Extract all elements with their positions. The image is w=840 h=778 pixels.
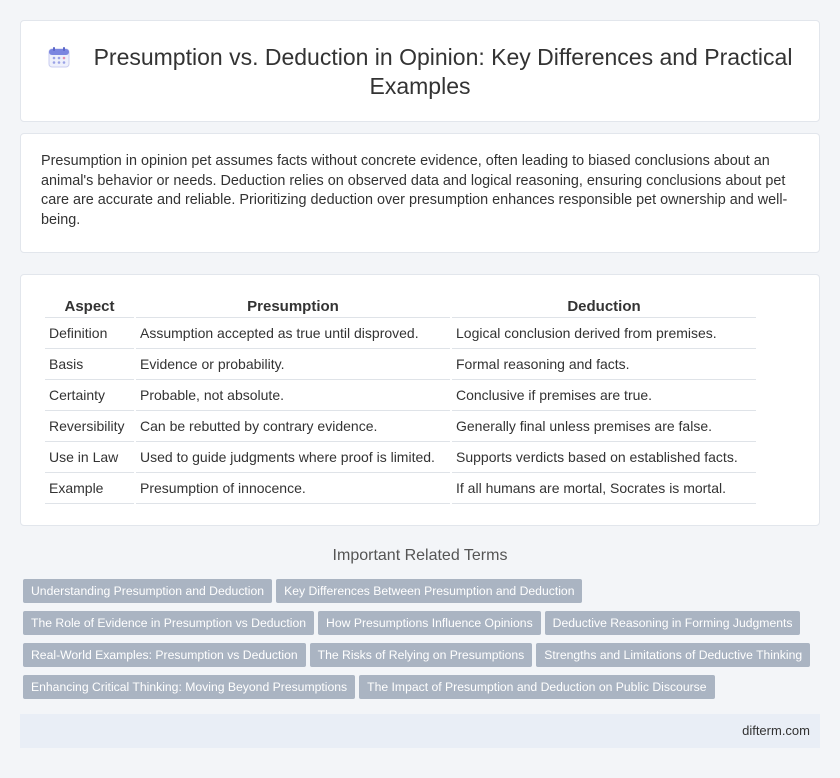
tag-row	[23, 579, 823, 611]
cell-presumption: Assumption accepted as true until disproved.	[136, 318, 450, 349]
cell-aspect: Definition	[45, 318, 134, 349]
comparison-table	[43, 296, 758, 504]
table-header-row	[45, 296, 756, 318]
table-row	[45, 349, 756, 380]
related-term-tag[interactable]: Strengths and Limitations of Deductive Thinking	[536, 643, 810, 667]
header-card	[20, 20, 820, 122]
header-presumption: Presumption	[136, 296, 450, 318]
table-row	[45, 411, 756, 442]
cell-aspect: Example	[45, 473, 134, 504]
table-row	[45, 473, 756, 504]
cell-presumption: Can be rebutted by contrary evidence.	[136, 411, 450, 442]
table-row	[45, 380, 756, 411]
cell-aspect: Basis	[45, 349, 134, 380]
cell-deduction: If all humans are mortal, Socrates is mortal.	[452, 473, 756, 504]
cell-aspect: Reversibility	[45, 411, 134, 442]
header-aspect: Aspect	[45, 296, 134, 318]
related-term-tag[interactable]: Deductive Reasoning in Forming Judgments	[545, 611, 801, 635]
cell-presumption: Presumption of innocence.	[136, 473, 450, 504]
cell-presumption: Evidence or probability.	[136, 349, 450, 380]
cell-presumption: Probable, not absolute.	[136, 380, 450, 411]
related-terms-tags	[23, 579, 823, 707]
cell-deduction: Supports verdicts based on established facts.	[452, 442, 756, 473]
page-title: Presumption vs. Deduction in Opinion: Key Differences and Practical Examples	[93, 44, 793, 99]
cell-deduction: Logical conclusion derived from premises.	[452, 318, 756, 349]
related-term-tag[interactable]: The Impact of Presumption and Deduction on Public Discourse	[359, 675, 714, 699]
table-row	[45, 318, 756, 349]
related-term-tag[interactable]: Real-World Examples: Presumption vs Deduction	[23, 643, 306, 667]
intro-text: Presumption in opinion pet assumes facts without concrete evidence, often leading to biased conclusions about an animal's behavior or needs. Deduction relies on observed data and logical reasoning, ensuring conclusions about pet care are accurate and reliable. Prioritizing deduction over presumption enhances responsible pet ownership and well-being.	[41, 153, 788, 228]
related-term-tag[interactable]: How Presumptions Influence Opinions	[318, 611, 541, 635]
footer-site-link[interactable]: difterm.com	[742, 723, 810, 738]
calendar-icon	[48, 46, 70, 68]
cell-deduction: Formal reasoning and facts.	[452, 349, 756, 380]
related-term-tag[interactable]: The Risks of Relying on Presumptions	[310, 643, 533, 667]
related-term-tag[interactable]: Enhancing Critical Thinking: Moving Beyond Presumptions	[23, 675, 355, 699]
footer	[20, 714, 820, 748]
intro-card	[20, 133, 820, 253]
tag-row	[23, 643, 823, 675]
cell-aspect: Use in Law	[45, 442, 134, 473]
related-term-tag[interactable]: Key Differences Between Presumption and Deduction	[276, 579, 582, 603]
cell-presumption: Used to guide judgments where proof is limited.	[136, 442, 450, 473]
header-deduction: Deduction	[452, 296, 756, 318]
cell-aspect: Certainty	[45, 380, 134, 411]
cell-deduction: Generally final unless premises are false.	[452, 411, 756, 442]
table-row	[45, 442, 756, 473]
comparison-table-card	[20, 274, 820, 526]
related-term-tag[interactable]: The Role of Evidence in Presumption vs Deduction	[23, 611, 314, 635]
cell-deduction: Conclusive if premises are true.	[452, 380, 756, 411]
tag-row	[23, 675, 823, 707]
tag-row	[23, 611, 823, 643]
related-term-tag[interactable]: Understanding Presumption and Deduction	[23, 579, 272, 603]
page-title-row	[21, 43, 819, 101]
related-terms-title: Important Related Terms	[332, 547, 508, 564]
